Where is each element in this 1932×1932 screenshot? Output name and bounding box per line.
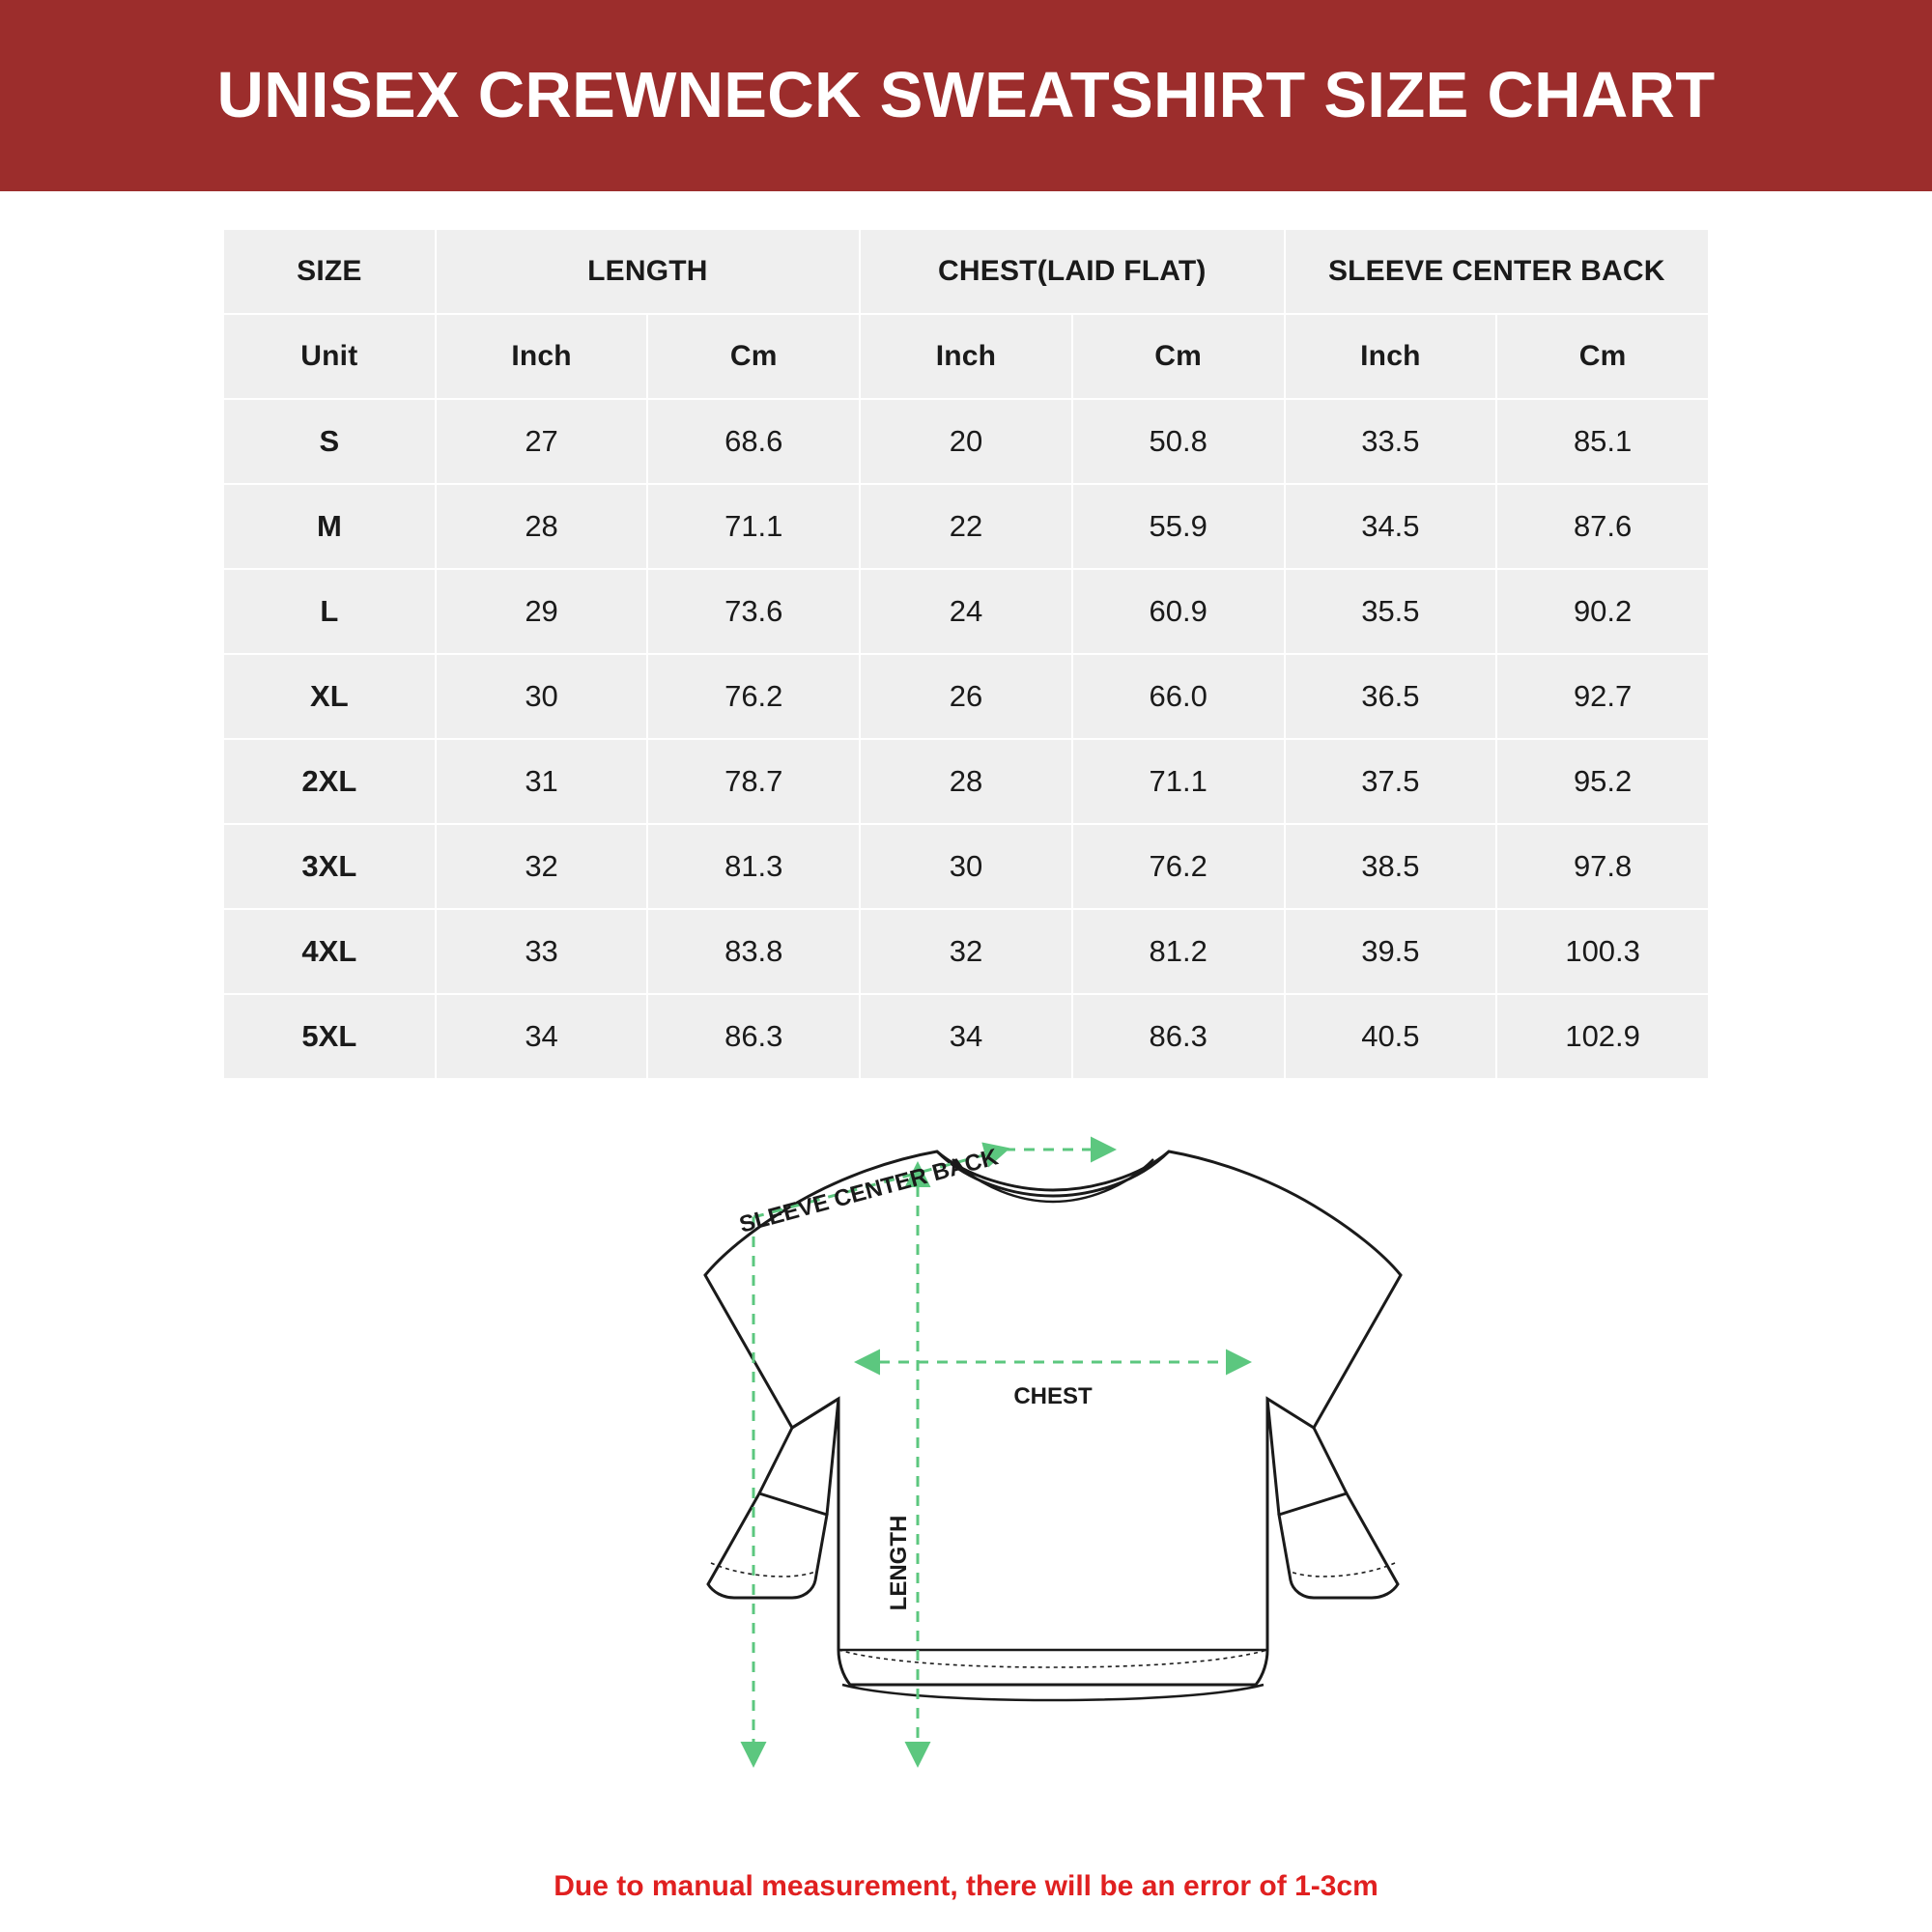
cell-chest-inch: 34 [860,994,1072,1079]
cell-chest-cm: 55.9 [1072,484,1285,569]
cell-chest-cm: 50.8 [1072,399,1285,484]
cell-chest-inch: 28 [860,739,1072,824]
table-row [223,824,1709,909]
table-row [223,909,1709,994]
cell-chest-cm: 86.3 [1072,994,1285,1079]
table-row [223,484,1709,569]
cell-length-inch: 30 [436,654,648,739]
table-row [223,399,1709,484]
cell-size: XL [223,654,436,739]
cell-length-inch: 31 [436,739,648,824]
cell-chest-inch: 20 [860,399,1072,484]
cell-length-cm: 86.3 [647,994,860,1079]
sweatshirt-diagram-svg [338,1109,1594,1843]
cell-chest-inch: 32 [860,909,1072,994]
label-chest: CHEST [1013,1383,1093,1409]
size-chart-table [222,228,1710,1080]
cell-length-inch: 32 [436,824,648,909]
cell-sleeve-cm: 100.3 [1496,909,1709,994]
header-banner [0,0,1932,191]
cell-size: 4XL [223,909,436,994]
unit-sleeve-cm: Cm [1496,314,1709,399]
cell-length-inch: 27 [436,399,648,484]
cell-length-cm: 71.1 [647,484,860,569]
table-row [223,739,1709,824]
cell-length-cm: 81.3 [647,824,860,909]
sweatshirt-outline [705,1151,1401,1700]
cell-chest-cm: 71.1 [1072,739,1285,824]
cell-chest-cm: 76.2 [1072,824,1285,909]
cell-sleeve-inch: 37.5 [1285,739,1497,824]
table-row [223,994,1709,1079]
cell-sleeve-inch: 36.5 [1285,654,1497,739]
cell-size: 2XL [223,739,436,824]
unit-chest-inch: Inch [860,314,1072,399]
column-header-sleeve: SLEEVE CENTER BACK [1285,229,1709,314]
table-unit-row [223,314,1709,399]
cell-sleeve-cm: 85.1 [1496,399,1709,484]
cell-size: S [223,399,436,484]
cell-sleeve-inch: 38.5 [1285,824,1497,909]
measurement-disclaimer: Due to manual measurement, there will be an error of 1-3cm [554,1870,1378,1902]
unit-label: Unit [223,314,436,399]
cell-chest-cm: 60.9 [1072,569,1285,654]
cell-length-inch: 34 [436,994,648,1079]
cell-sleeve-cm: 102.9 [1496,994,1709,1079]
cell-sleeve-inch: 40.5 [1285,994,1497,1079]
garment-illustration [0,1109,1932,1843]
cell-sleeve-cm: 95.2 [1496,739,1709,824]
cell-chest-inch: 30 [860,824,1072,909]
cell-size: 3XL [223,824,436,909]
cell-length-cm: 68.6 [647,399,860,484]
unit-chest-cm: Cm [1072,314,1285,399]
cell-length-inch: 33 [436,909,648,994]
column-header-length: LENGTH [436,229,860,314]
unit-length-cm: Cm [647,314,860,399]
cell-chest-inch: 26 [860,654,1072,739]
cell-size: L [223,569,436,654]
cell-chest-inch: 22 [860,484,1072,569]
cell-sleeve-cm: 87.6 [1496,484,1709,569]
cell-size: 5XL [223,994,436,1079]
cell-size: M [223,484,436,569]
cell-chest-cm: 81.2 [1072,909,1285,994]
table-row [223,654,1709,739]
cell-length-cm: 83.8 [647,909,860,994]
cell-sleeve-inch: 35.5 [1285,569,1497,654]
cell-sleeve-cm: 90.2 [1496,569,1709,654]
unit-length-inch: Inch [436,314,648,399]
cell-length-inch: 28 [436,484,648,569]
cell-chest-inch: 24 [860,569,1072,654]
cell-chest-cm: 66.0 [1072,654,1285,739]
size-chart-table-container [222,228,1710,1080]
cell-length-inch: 29 [436,569,648,654]
column-header-size: SIZE [223,229,436,314]
cell-sleeve-inch: 34.5 [1285,484,1497,569]
label-length: LENGTH [886,1515,912,1611]
cell-sleeve-cm: 97.8 [1496,824,1709,909]
cell-length-cm: 73.6 [647,569,860,654]
table-group-header-row [223,229,1709,314]
cell-sleeve-cm: 92.7 [1496,654,1709,739]
page-title: UNISEX CREWNECK SWEATSHIRT SIZE CHART [216,58,1716,131]
cell-sleeve-inch: 39.5 [1285,909,1497,994]
label-sleeve-center-back: SLEEVE CENTER BACK [736,1144,1002,1238]
cell-length-cm: 78.7 [647,739,860,824]
table-row [223,569,1709,654]
column-header-chest: CHEST(LAID FLAT) [860,229,1284,314]
unit-sleeve-inch: Inch [1285,314,1497,399]
cell-length-cm: 76.2 [647,654,860,739]
cell-sleeve-inch: 33.5 [1285,399,1497,484]
